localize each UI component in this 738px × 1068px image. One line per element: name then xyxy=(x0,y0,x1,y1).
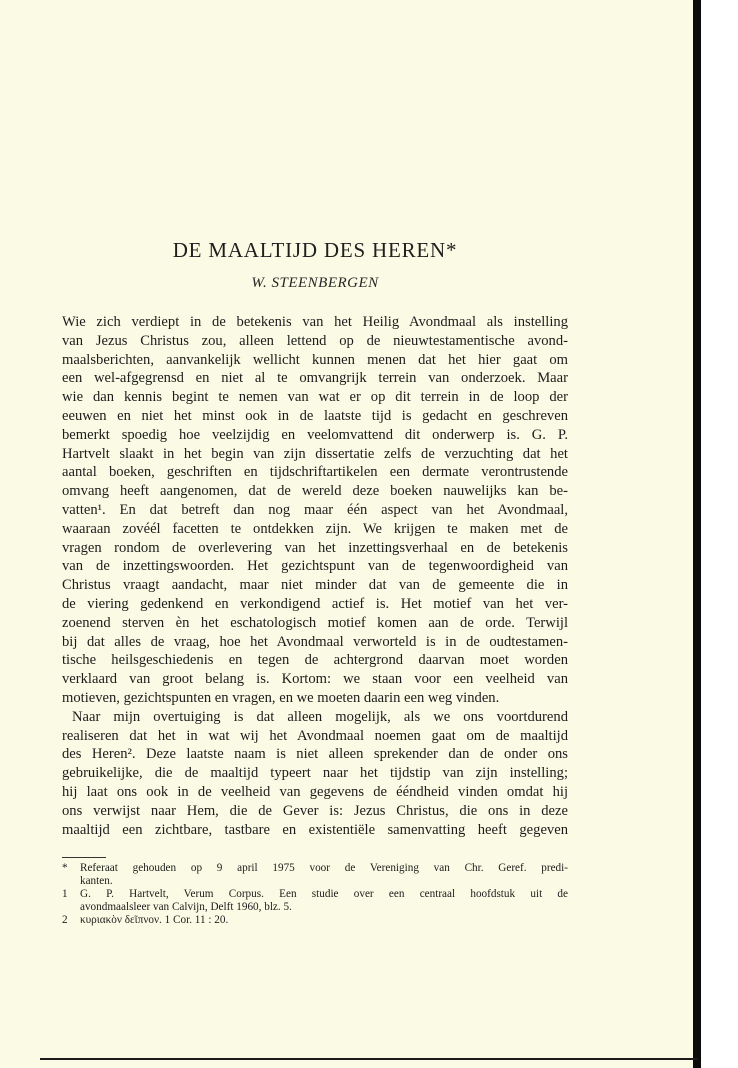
body-line: ons verwijst naar Hem, die de Gever is: Jezus Christus, die ons in deze xyxy=(62,802,568,819)
body-line: omvang heeft aangenomen, dat de wereld deze boeken nauwelijks kan be- xyxy=(62,483,568,500)
footnote-mark: 2 xyxy=(62,914,68,926)
footnote xyxy=(62,888,568,914)
footnote xyxy=(62,862,568,888)
body-line: eeuwen en niet het minst ook in de laatste tijd is gedacht en geschreven xyxy=(62,407,568,424)
footnote xyxy=(62,914,568,927)
page-title: DE MAALTIJD DES HEREN* xyxy=(172,238,458,262)
footnote-line: Referaat gehouden op 9 april 1975 voor de Vereniging van Chr. Geref. predi- xyxy=(80,862,568,874)
body-line: verklaard van groot belang is. Kortom: we staan voor een veelheid van xyxy=(62,671,568,688)
body-line: Naar mijn overtuiging is dat alleen mogelijk, als we ons voortdurend xyxy=(72,708,568,725)
body-line: maalsberichten, aanvankelijk wellicht kunnen menen dat het hier gaat om xyxy=(62,351,568,368)
footnote-mark: 1 xyxy=(62,888,68,900)
author-name: W. STEENBERGEN xyxy=(251,275,379,291)
scan-edge-bottom xyxy=(40,1058,698,1060)
body-line: van Jezus Christus zou, alleen lettend op de nieuwtestamentische avond- xyxy=(62,332,568,349)
body-line: gebruikelijke, die de maaltijd typeert naar het tijdstip van zijn instelling; xyxy=(62,765,568,782)
body-line: bemerkt spoedig hoe veelzijdig en veelomvattend dit onderwerp is. G. P. xyxy=(62,426,568,443)
footnote-mark: * xyxy=(62,862,68,874)
body-line: maaltijd een zichtbare, tastbare en existentiële samenvatting heeft gegeven xyxy=(62,821,568,838)
body-line: realiseren dat het in wat wij het Avondmaal noemen gaat om de maaltijd xyxy=(62,727,568,744)
body-line: vragen rondom de overlevering van het inzettingsverhaal en de betekenis xyxy=(62,539,568,556)
footnote-line: G. P. Hartvelt, Verum Corpus. Een studie over een centraal hoofdstuk uit de xyxy=(80,888,568,900)
footnote-line: κυριακὸν δεῖπνον. 1 Cor. 11 : 20. xyxy=(80,914,229,926)
body-line: aantal boeken, geschriften en tijdschriftartikelen een dermate verontrustende xyxy=(62,464,568,481)
body-line: bij dat alles de vraag, hoe het Avondmaal verworteld is in de oudtestamen- xyxy=(62,633,568,650)
body-line: wie dan kennis begint te nemen van wat er op dit terrein in de loop der xyxy=(62,389,568,406)
footnote-line: avondmaalsleer van Calvijn, Delft 1960, blz. 5. xyxy=(80,901,292,913)
body-line: tische heilsgeschiedenis en tegen de achtergrond daarvan moet worden xyxy=(62,652,568,669)
body-line: des Heren². Deze laatste naam is niet alleen sprekender dan de onder ons xyxy=(62,746,568,763)
body-line: van de inzettingswoorden. Het gezichtspunt van de tegenwoordigheid van xyxy=(62,558,568,575)
body-line: een wel-afgegrensd en niet al te omvangrijk terrein van onderzoek. Maar xyxy=(62,370,568,387)
footnote-line: kanten. xyxy=(80,875,113,887)
body-line: Hartvelt slaakt in het begin van zijn dissertatie zelfs de verzuchting dat het xyxy=(62,445,568,462)
body-line: motieven, gezichtspunten en vragen, en we moeten daarin een weg vinden. xyxy=(62,689,500,706)
body-line: Christus vraagt aandacht, maar niet minder dat van de gemeente die in xyxy=(62,577,568,594)
body-line: Wie zich verdiept in de betekenis van het Heilig Avondmaal als instelling xyxy=(62,314,568,330)
footnotes xyxy=(62,862,568,927)
body-line: vatten¹. En dat betreft dan nog maar één aspect van het Avondmaal, xyxy=(62,501,568,518)
body-text xyxy=(62,313,568,839)
body-line: zoenend sterven èn het eschatologisch motief komen aan de orde. Terwijl xyxy=(62,614,568,631)
body-line: de viering gedenkend en verkondigend actief is. Het motief van het ver- xyxy=(62,595,568,612)
scan-edge-right xyxy=(693,0,701,1068)
footnote-divider xyxy=(62,857,106,858)
body-line: hij laat ons ook in de veelheid van gegevens de ééndheid vinden omdat hij xyxy=(62,783,568,800)
body-line: waaraan zovéél facetten te ontdekken zijn. We krijgen te maken met de xyxy=(62,520,568,537)
